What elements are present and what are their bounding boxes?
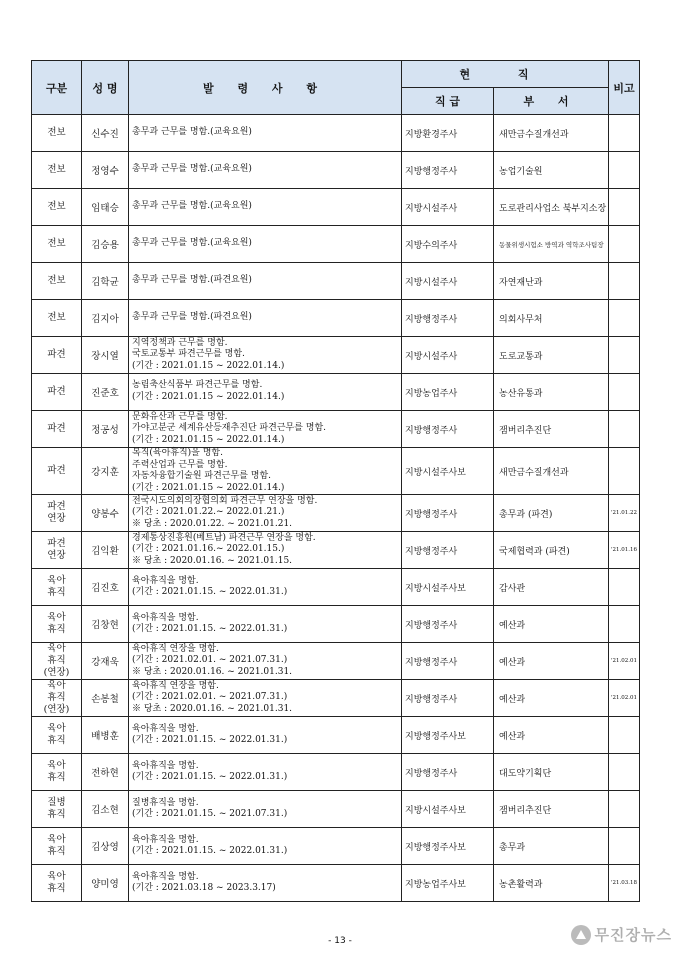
category-cell [32, 189, 82, 226]
order-line: 문화유산과 근무를 명함. [132, 411, 228, 422]
order-cell [129, 606, 402, 643]
table-row [32, 115, 640, 152]
category-cell [32, 569, 82, 606]
department-cell: 농업기술원 [494, 152, 609, 189]
department-cell: 예산과 [494, 717, 609, 754]
note-cell: '21.03.18 [609, 865, 640, 902]
mountain-logo-icon [571, 925, 591, 945]
order-line: 육아휴직을 명함. [132, 723, 199, 734]
order-line: 육아휴직을 명함. [132, 612, 199, 623]
category-line: 전보 [47, 312, 66, 324]
category-line: 육아 [47, 760, 66, 772]
page-number: - 13 - [328, 936, 352, 946]
category-line: 전보 [47, 238, 66, 250]
order-cell [129, 532, 402, 569]
order-line: 육아휴직을 명함. [132, 871, 199, 882]
department-cell: 잼버리추진단 [494, 411, 609, 448]
category-line: 휴직 [47, 883, 66, 895]
note-cell [609, 374, 640, 411]
category-line: 육아 [47, 871, 66, 883]
table-row [32, 643, 640, 680]
order-line: 주력산업과 근무를 명함. [132, 459, 228, 470]
name-cell: 양미영 [82, 865, 129, 902]
category-cell [32, 643, 82, 680]
order-line: (기간 : 2021.01.15. ~ 2022.01.31.) [132, 846, 288, 857]
grade-cell: 지방행정주사 [402, 532, 494, 569]
table-row [32, 717, 640, 754]
order-line: 복직(육아휴직)을 명함. [132, 448, 223, 458]
department-cell: 잼버리추진단 [494, 791, 609, 828]
header-current: 현 직 [402, 61, 609, 88]
department-cell: 새만금수질개선과 [494, 115, 609, 152]
order-cell [129, 115, 402, 152]
name-cell: 신수진 [82, 115, 129, 152]
order-line: (기간 : 2021.01.16.~ 2022.01.15.) [132, 544, 285, 555]
order-cell [129, 754, 402, 791]
category-line: 육아 [47, 723, 66, 735]
order-line: 농림축산식품부 파견근무를 명함. [132, 380, 263, 391]
category-cell [32, 263, 82, 300]
order-line: 총무과 근무를 명함.(교육요원) [132, 164, 252, 175]
department-cell: 도로관리사업소 북부지소장 [494, 189, 609, 226]
table-row [32, 680, 640, 717]
header-category: 구분 [32, 61, 82, 115]
name-cell: 진준호 [82, 374, 129, 411]
header-department: 부 서 [494, 88, 609, 115]
table-row [32, 152, 640, 189]
table-row [32, 411, 640, 448]
category-line: 육아 [47, 575, 66, 587]
grade-cell: 지방행정주사 [402, 643, 494, 680]
category-cell [32, 791, 82, 828]
order-line: 경제통상진흥원(베트남) 파견근무 연장을 명함. [132, 532, 316, 543]
table-row [32, 300, 640, 337]
category-cell [32, 448, 82, 495]
order-line: (기간 : 2021.02.01. ~ 2021.07.31.) [132, 655, 288, 666]
order-line: 육아휴직을 명함. [132, 834, 199, 845]
table-row [32, 754, 640, 791]
grade-cell: 지방행정주사 [402, 411, 494, 448]
category-line: 연장 [47, 513, 66, 525]
order-cell [129, 828, 402, 865]
note-cell [609, 791, 640, 828]
table-row [32, 189, 640, 226]
note-cell: '21.01.22 [609, 495, 640, 532]
note-cell [609, 606, 640, 643]
category-cell [32, 606, 82, 643]
order-line: 총무과 근무를 명함.(파견요원) [132, 312, 252, 323]
note-cell [609, 300, 640, 337]
name-cell: 임태승 [82, 189, 129, 226]
department-cell: 예산과 [494, 606, 609, 643]
order-line: 총무과 근무를 명함.(교육요원) [132, 201, 252, 212]
name-cell: 강재욱 [82, 643, 129, 680]
table-row [32, 828, 640, 865]
department-cell: 새만금수질개선과 [494, 448, 609, 495]
category-cell [32, 337, 82, 374]
order-line: 자동차융합기술원 파견근무를 명함. [132, 471, 271, 482]
category-line: (연장) [43, 704, 70, 715]
order-cell [129, 189, 402, 226]
order-line: 전국시도의회의장협의회 파견근무 연장을 명함. [132, 495, 318, 506]
note-cell [609, 263, 640, 300]
order-line: (기간 : 2021.01.15. ~ 2022.01.31.) [132, 587, 288, 598]
grade-cell: 지방농업주사 [402, 374, 494, 411]
category-line: 파견 [47, 386, 66, 398]
order-line: 육아휴직을 명함. [132, 760, 199, 771]
table-row [32, 606, 640, 643]
table-body [32, 115, 640, 902]
grade-cell: 지방시설주사보 [402, 569, 494, 606]
order-line: 육아휴직을 명함. [132, 575, 199, 586]
department-cell: 농촌활력과 [494, 865, 609, 902]
category-cell [32, 374, 82, 411]
name-cell: 김학균 [82, 263, 129, 300]
order-line: (기간 : 2021.01.15. ~ 2022.01.31.) [132, 735, 288, 746]
category-cell [32, 680, 82, 717]
order-line: ※ 당초 : 2020.01.16. ~ 2021.01.31. [132, 666, 293, 677]
category-line: 전보 [47, 201, 66, 213]
note-cell: '21.02.01 [609, 643, 640, 680]
department-cell: 예산과 [494, 643, 609, 680]
table-row [32, 374, 640, 411]
order-line: (기간 : 2021.01.15. ~ 2022.01.31.) [132, 772, 288, 783]
order-line: ※ 당초 : 2020.01.16. ~ 2021.01.15. [132, 555, 293, 566]
category-line: 휴직 [47, 772, 66, 784]
category-line: 파견 [47, 349, 66, 361]
category-cell [32, 115, 82, 152]
category-line: 파견 [47, 501, 66, 513]
order-cell [129, 263, 402, 300]
table-row [32, 226, 640, 263]
grade-cell: 지방행정주사보 [402, 828, 494, 865]
table-row [32, 263, 640, 300]
order-line: 총무과 근무를 명함.(교육요원) [132, 127, 252, 138]
note-cell [609, 411, 640, 448]
note-cell [609, 226, 640, 263]
table-row [32, 448, 640, 495]
category-cell [32, 411, 82, 448]
department-cell: 대도약기획단 [494, 754, 609, 791]
header-grade: 직 급 [402, 88, 494, 115]
department-cell: 의회사무처 [494, 300, 609, 337]
grade-cell: 지방수의주사 [402, 226, 494, 263]
note-cell: '21.02.01 [609, 680, 640, 717]
category-line: 육아 [47, 612, 66, 624]
order-cell [129, 495, 402, 532]
note-cell [609, 754, 640, 791]
department-cell: 도로교통과 [494, 337, 609, 374]
grade-cell: 지방행정주사 [402, 495, 494, 532]
watermark-text: 무진장뉴스 [594, 926, 672, 944]
order-cell [129, 374, 402, 411]
grade-cell: 지방행정주사 [402, 754, 494, 791]
order-cell [129, 643, 402, 680]
grade-cell: 지방환경주사 [402, 115, 494, 152]
order-cell [129, 791, 402, 828]
order-line: (기간 : 2021.01.15 ~ 2022.01.14.) [132, 392, 285, 402]
grade-cell: 지방행정주사 [402, 606, 494, 643]
order-line: 총무과 근무를 명함.(교육요원) [132, 238, 252, 249]
category-line: 휴직 [47, 587, 66, 599]
category-line: 휴직 [47, 655, 66, 667]
grade-cell: 지방시설주사보 [402, 791, 494, 828]
category-cell [32, 226, 82, 263]
note-cell [609, 569, 640, 606]
order-cell [129, 448, 402, 495]
category-line: 파견 [47, 538, 66, 550]
order-line: (기간 : 2021.01.15 ~ 2022.01.14.) [132, 482, 285, 493]
order-line: (기간 : 2021.01.15 ~ 2022.01.14.) [132, 360, 285, 371]
order-cell [129, 680, 402, 717]
order-line: 육아휴직 연장을 명함. [132, 643, 219, 654]
name-cell: 김소현 [82, 791, 129, 828]
category-line: 연장 [47, 550, 66, 562]
order-cell [129, 152, 402, 189]
department-cell: 총무과 [494, 828, 609, 865]
grade-cell: 지방시설주사보 [402, 448, 494, 495]
table-row [32, 495, 640, 532]
category-line: 육아 [47, 680, 66, 692]
name-cell: 배병훈 [82, 717, 129, 754]
name-cell: 김승용 [82, 226, 129, 263]
department-cell: 감사관 [494, 569, 609, 606]
name-cell: 김지아 [82, 300, 129, 337]
department-cell: 총무과 (파견) [494, 495, 609, 532]
order-cell [129, 300, 402, 337]
category-line: 휴직 [47, 809, 66, 821]
grade-cell: 지방농업주사보 [402, 865, 494, 902]
category-line: 휴직 [47, 624, 66, 636]
category-line: 육아 [47, 643, 66, 655]
watermark [571, 924, 672, 945]
category-line: 파견 [47, 465, 66, 477]
name-cell: 양봉수 [82, 495, 129, 532]
department-cell: 국제협력과 (파견) [494, 532, 609, 569]
category-cell [32, 300, 82, 337]
department-cell: 자연재난과 [494, 263, 609, 300]
order-line: (기간 : 2021.01.15. ~ 2021.07.31.) [132, 809, 288, 820]
category-cell [32, 152, 82, 189]
order-line: ※ 당초 : 2020.01.22. ~ 2021.01.21. [132, 518, 293, 529]
name-cell: 전하현 [82, 754, 129, 791]
category-cell [32, 828, 82, 865]
category-line: 휴직 [47, 846, 66, 858]
order-line: (기간 : 2021.03.18 ~ 2023.3.17) [132, 883, 276, 894]
note-cell [609, 448, 640, 495]
order-line: ※ 당초 : 2020.01.16. ~ 2021.01.31. [132, 703, 293, 714]
grade-cell: 지방행정주사보 [402, 717, 494, 754]
category-cell [32, 532, 82, 569]
name-cell: 김창현 [82, 606, 129, 643]
name-cell: 장시열 [82, 337, 129, 374]
department-cell: 동물위생시험소 방역과 역학조사팀장 [494, 226, 609, 263]
order-line: (기간 : 2021.01.15. ~ 2022.01.31.) [132, 624, 288, 635]
note-cell [609, 337, 640, 374]
order-cell [129, 411, 402, 448]
category-line: 전보 [47, 127, 66, 139]
order-line: 지역정책과 근무를 명함. [132, 337, 228, 348]
header-order: 발 령 사 항 [129, 61, 402, 115]
order-line: 가야고분군 세계유산등재추진단 파견근무를 명함. [132, 423, 327, 434]
order-line: (기간 : 2021.02.01. ~ 2021.07.31.) [132, 692, 288, 703]
category-cell [32, 495, 82, 532]
note-cell [609, 828, 640, 865]
category-line: 휴직 [47, 692, 66, 704]
grade-cell: 지방시설주사 [402, 263, 494, 300]
order-cell [129, 717, 402, 754]
grade-cell: 지방행정주사 [402, 152, 494, 189]
grade-cell: 지방시설주사 [402, 337, 494, 374]
category-line: 휴직 [47, 735, 66, 747]
category-line: 질병 [47, 797, 66, 809]
note-cell: '21.01.16 [609, 532, 640, 569]
table-row [32, 532, 640, 569]
category-line: 파견 [47, 423, 66, 435]
name-cell: 정영수 [82, 152, 129, 189]
name-cell: 김익환 [82, 532, 129, 569]
category-cell [32, 717, 82, 754]
order-line: (기간 : 2021.01.22.~ 2022.01.21.) [132, 507, 285, 518]
appointment-table [31, 60, 640, 902]
category-line: 전보 [47, 164, 66, 176]
name-cell: 강지훈 [82, 448, 129, 495]
category-cell [32, 754, 82, 791]
grade-cell: 지방시설주사 [402, 189, 494, 226]
order-cell [129, 226, 402, 263]
order-cell [129, 865, 402, 902]
order-cell [129, 337, 402, 374]
order-line: 국토교통부 파견근무를 명함. [132, 349, 245, 360]
header-name: 성 명 [82, 61, 129, 115]
table-row [32, 791, 640, 828]
name-cell: 김상영 [82, 828, 129, 865]
note-cell [609, 717, 640, 754]
name-cell: 김진호 [82, 569, 129, 606]
table-row [32, 569, 640, 606]
order-cell [129, 569, 402, 606]
order-line: (기간 : 2021.01.15 ~ 2022.01.14.) [132, 434, 285, 445]
order-line: 질병휴직을 명함. [132, 797, 199, 808]
department-cell: 예산과 [494, 680, 609, 717]
note-cell [609, 152, 640, 189]
name-cell: 손봉철 [82, 680, 129, 717]
category-line: 육아 [47, 834, 66, 846]
table-row [32, 337, 640, 374]
note-cell [609, 189, 640, 226]
grade-cell: 지방행정주사 [402, 680, 494, 717]
order-line: 육아휴직 연장을 명함. [132, 680, 219, 691]
name-cell: 정공성 [82, 411, 129, 448]
category-cell [32, 865, 82, 902]
grade-cell: 지방행정주사 [402, 300, 494, 337]
table-row [32, 865, 640, 902]
header-note: 비고 [609, 61, 640, 115]
department-cell: 농산유통과 [494, 374, 609, 411]
category-line: 전보 [47, 275, 66, 287]
category-line: (연장) [43, 667, 70, 678]
order-line: 총무과 근무를 명함.(파견요원) [132, 275, 252, 286]
note-cell [609, 115, 640, 152]
